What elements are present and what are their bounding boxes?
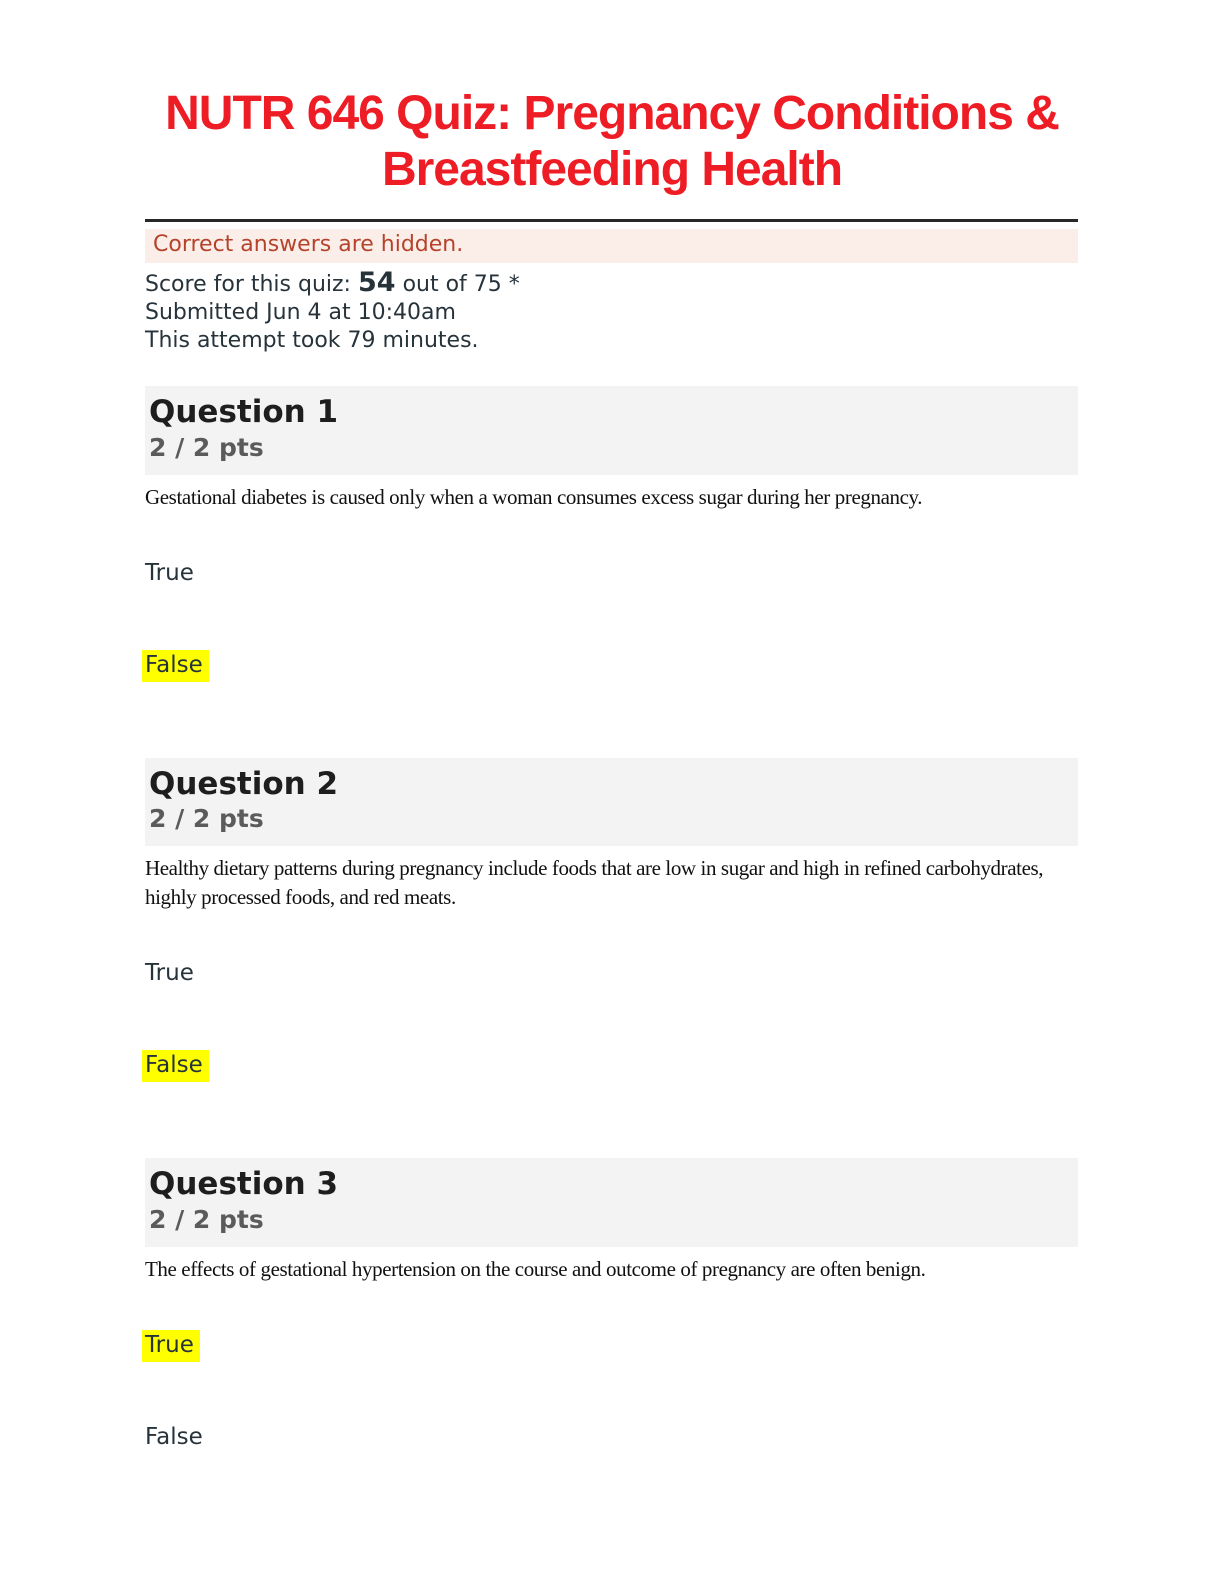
question-block-3	[145, 1158, 1078, 1452]
submitted-line: Submitted Jun 4 at 10:40am	[145, 299, 456, 325]
question-2-points: 2 / 2 pts	[149, 804, 264, 834]
answer-option-label: True	[145, 559, 194, 586]
score-value: 54	[357, 266, 396, 298]
answer-option-label: False	[145, 1423, 203, 1450]
question-1-title: Question 1	[149, 393, 339, 430]
question-2-option-true	[145, 958, 1078, 988]
question-block-1	[145, 386, 1078, 680]
question-3-title: Question 3	[149, 1166, 339, 1203]
answer-option-label: True	[145, 960, 194, 987]
score-label: Score for this quiz:	[145, 271, 351, 297]
question-block-2	[145, 758, 1078, 1081]
question-1-text: Gestational diabetes is caused only when a woman consumes excess sugar during her pregnancy.	[145, 484, 923, 509]
answer-option-label: False	[142, 1050, 209, 1082]
question-1-header	[145, 386, 1078, 475]
score-line	[145, 266, 1078, 299]
question-2-title: Question 2	[149, 765, 339, 802]
question-3-option-true	[145, 1330, 1078, 1360]
question-3-header	[145, 1158, 1078, 1247]
correct-answers-hidden-banner: Correct answers are hidden.	[145, 229, 1078, 263]
question-1-option-true	[145, 558, 1078, 588]
answer-option-label: True	[142, 1330, 200, 1362]
question-2-text: Healthy dietary patterns during pregnancy include foods that are low in sugar and high in refined carbohydrates, highly processed foods, and red meats.	[145, 856, 1044, 910]
duration-line: This attempt took 79 minutes.	[145, 327, 479, 353]
answer-option-label: False	[142, 650, 209, 682]
score-total: out of 75 *	[402, 271, 520, 297]
question-3-option-false	[145, 1422, 1078, 1452]
question-3-points: 2 / 2 pts	[149, 1204, 264, 1234]
question-2-option-false	[145, 1050, 1078, 1080]
page-title: NUTR 646 Quiz: Pregnancy Conditions & Breastfeeding Health	[165, 87, 1059, 197]
quiz-summary	[145, 266, 1078, 355]
question-1-option-false	[145, 650, 1078, 680]
question-1-points: 2 / 2 pts	[149, 432, 264, 462]
title-divider	[145, 219, 1078, 222]
question-3-text: The effects of gestational hypertension on the course and outcome of pregnancy are often benign.	[145, 1256, 926, 1281]
question-2-header	[145, 758, 1078, 847]
content-column	[145, 219, 1078, 1452]
